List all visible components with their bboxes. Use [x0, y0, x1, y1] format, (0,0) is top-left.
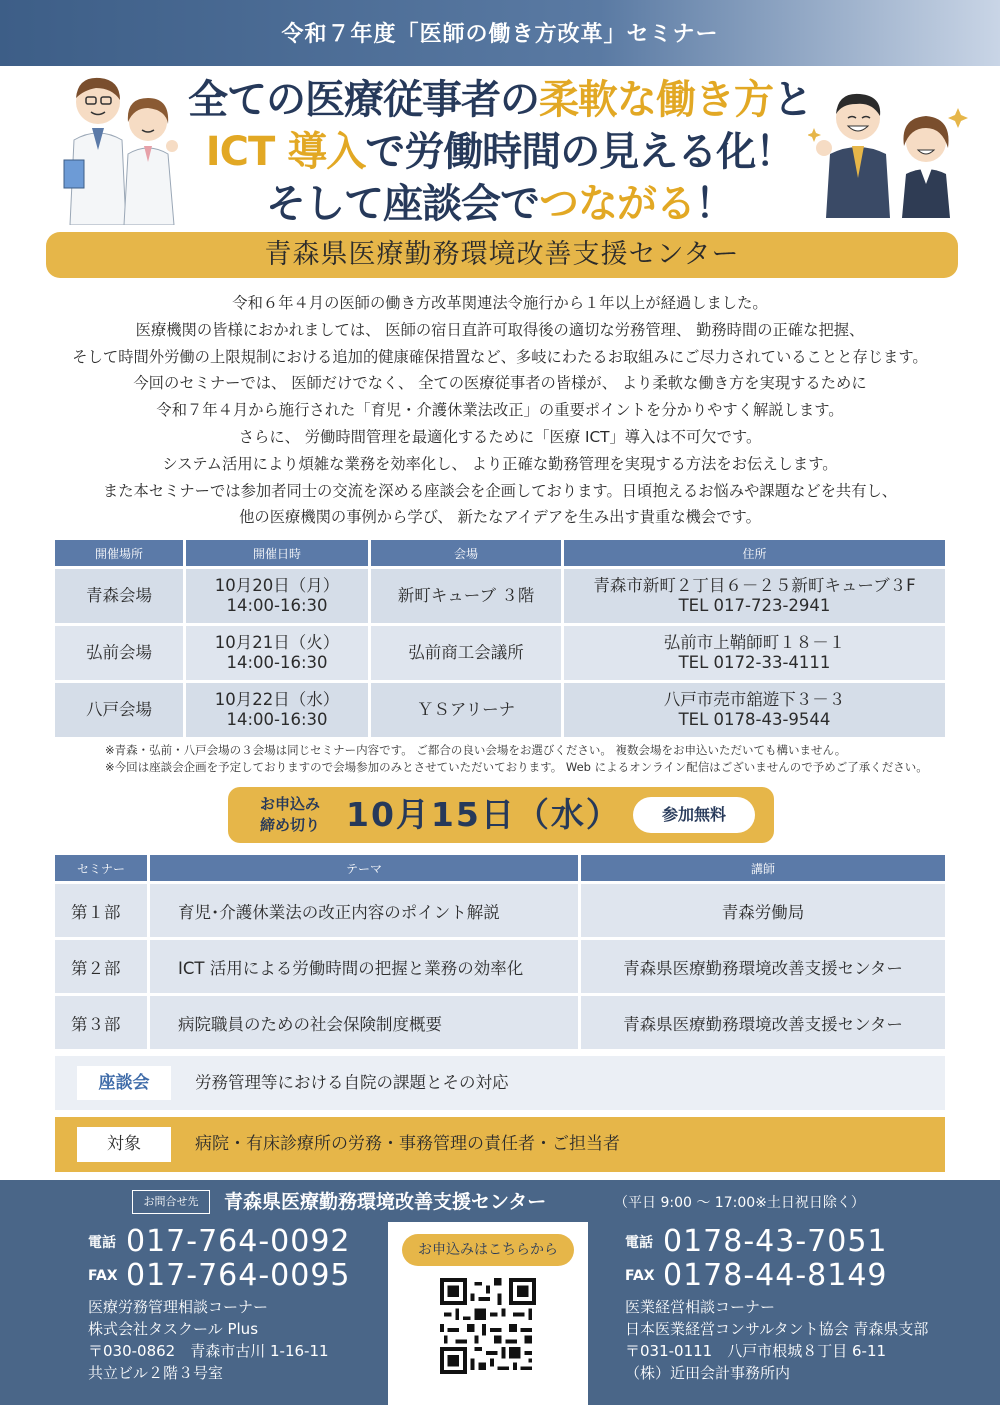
- column-header: 講師: [581, 855, 945, 881]
- seminar-table-header: [55, 855, 945, 881]
- seminar-title-bar: [0, 0, 1000, 66]
- seminar-part: 第２部: [55, 940, 147, 993]
- phone-row: [625, 1224, 928, 1258]
- venue-address: [564, 569, 945, 623]
- venue-tel: TEL 017-723-2941: [678, 596, 831, 615]
- venue-time: 14:00-16:30: [226, 710, 328, 729]
- deadline-label: [260, 794, 320, 836]
- venue-date: 10月20日（月）: [214, 576, 340, 595]
- column-header: テーマ: [150, 855, 578, 881]
- headline-text: と: [773, 77, 812, 123]
- target-audience-row: [55, 1117, 945, 1172]
- venue-addr: 弘前市上鞘師町１８－１: [663, 633, 846, 652]
- apply-panel: [388, 1222, 588, 1405]
- doctor-illustration-icon: [56, 70, 181, 225]
- table-row: [55, 884, 945, 937]
- fax-number: 017-764-0095: [126, 1258, 351, 1293]
- intro-line: 令和７年４月から施行された「育児・介護休業法改正」の重要ポイントを分かりやすく解説します。: [156, 401, 844, 420]
- apply-button[interactable]: お申込みはこちらから: [402, 1234, 574, 1266]
- contact-address: [88, 1296, 351, 1384]
- venue-datetime: [186, 569, 368, 623]
- intro-line: また本セミナーでは参加者同士の交流を深める座談会を企画しております。日頃抱えるお悩みや課題などを共有し、: [102, 481, 898, 500]
- address-line: 日本医業経営コンサルタント協会 青森県支部: [625, 1320, 929, 1338]
- fax-row: [625, 1258, 928, 1292]
- headline-text: で労働時間の見える化！: [365, 129, 795, 175]
- venue-tel: TEL 0172-33-4111: [678, 653, 831, 672]
- address-line: 共立ビル２階３号室: [88, 1364, 224, 1382]
- seminar-lecturer: 青森県医療勤務環境改善支援センター: [581, 996, 945, 1049]
- seminar-theme: ICT 活用による労働時間の把握と業務の効率化: [150, 940, 578, 993]
- venue-date: 10月21日（火）: [214, 633, 340, 652]
- contact-address: [625, 1296, 928, 1384]
- target-tag: 対象: [77, 1127, 171, 1162]
- seminar-lecturer: 青森県医療勤務環境改善支援センター: [581, 940, 945, 993]
- headline: [180, 74, 820, 230]
- headline-line-1: [180, 74, 820, 126]
- fax-row: [88, 1258, 351, 1292]
- venue-hall: 弘前商工会議所: [371, 626, 561, 680]
- headline-highlight: 柔軟な働き方: [539, 77, 773, 123]
- phone-label: 電話: [88, 1234, 116, 1251]
- venue-place: 弘前会場: [55, 626, 183, 680]
- roundtable-row: [55, 1056, 945, 1110]
- headline-highlight: ICT 導入: [205, 129, 366, 175]
- fax-label: FAX: [625, 1267, 655, 1284]
- office-hours: （平日 9:00 ～ 17:00※土日祝日除く）: [614, 1195, 865, 1211]
- venue-table: [52, 537, 948, 740]
- venue-place: 青森会場: [55, 569, 183, 623]
- free-admission-badge: 参加無料: [633, 797, 755, 833]
- address-line: 〒030-0862 青森市古川 1-16-11: [88, 1342, 329, 1360]
- phone-number[interactable]: 0178-43-7051: [663, 1224, 888, 1259]
- column-header: 開催場所: [55, 540, 183, 566]
- phone-row: [88, 1224, 351, 1258]
- venue-hall: ＹＳアリーナ: [371, 683, 561, 737]
- deadline-date: 10月15日（水）: [346, 795, 621, 834]
- target-text: 病院・有床診療所の労務・事務管理の責任者・ご担当者: [195, 1134, 620, 1154]
- seminar-lecturer: 青森労働局: [581, 884, 945, 937]
- fax-number: 0178-44-8149: [663, 1258, 888, 1293]
- column-header: 会場: [371, 540, 561, 566]
- venue-addr: 青森市新町２丁目６－２５新町キューブ３F: [593, 576, 916, 595]
- address-line: 〒031-0111 八戸市根城８丁目 6-11: [625, 1342, 887, 1360]
- headline-text: そして座談会で: [266, 181, 539, 227]
- phone-number[interactable]: 017-764-0092: [126, 1224, 351, 1259]
- venue-time: 14:00-16:30: [226, 596, 328, 615]
- venue-date: 10月22日（水）: [214, 690, 340, 709]
- phone-label: 電話: [625, 1234, 653, 1251]
- table-row: [55, 683, 945, 737]
- address-line: （株）近田会計事務所内: [625, 1364, 791, 1382]
- intro-line: システム活用により煩雑な業務を効率化し、 より正確な勤務管理を実現する方法をお伝えします。: [162, 454, 838, 473]
- contact-right: [625, 1224, 928, 1384]
- venue-table-header: [55, 540, 945, 566]
- roundtable-text: 労務管理等における自院の課題とその対応: [195, 1073, 509, 1092]
- seminar-part: 第１部: [55, 884, 147, 937]
- deadline-banner: [228, 787, 774, 843]
- headline-highlight: つながる: [539, 181, 695, 227]
- contact-left: [88, 1224, 351, 1384]
- note-line: ※今回は座談会企画を予定しておりますので会場参加のみとさせていただいております。 Web によるオンライン配信はございませんので予めご了承ください。: [105, 760, 928, 774]
- seminar-table: [52, 852, 948, 1052]
- venue-address: [564, 683, 945, 737]
- venue-notes: [105, 742, 985, 776]
- table-row: [55, 996, 945, 1049]
- intro-text: [30, 290, 970, 531]
- headline-line-2: [180, 126, 820, 178]
- seminar-theme: 病院職員のための社会保険制度概要: [150, 996, 578, 1049]
- address-line: 株式会社タスクール Plus: [88, 1320, 259, 1338]
- fax-label: FAX: [88, 1267, 118, 1284]
- venue-addr: 八戸市売市舘遊下３－３: [663, 690, 846, 709]
- qr-code-icon[interactable]: [440, 1278, 536, 1374]
- intro-line: 令和６年４月の医師の働き方改革関連法令施行から１年以上が経過しました。: [232, 294, 768, 312]
- column-header: 開催日時: [186, 540, 368, 566]
- address-line: 医療労務管理相談コーナー: [88, 1298, 269, 1316]
- headline-text: ！: [695, 181, 734, 227]
- table-row: [55, 626, 945, 680]
- table-row: [55, 940, 945, 993]
- column-header: 住所: [564, 540, 945, 566]
- deadline-label-line: お申込み: [260, 795, 321, 813]
- venue-tel: TEL 0178-43-9544: [678, 710, 831, 729]
- column-header: セミナー: [55, 855, 147, 881]
- address-line: 医業経営相談コーナー: [625, 1298, 776, 1316]
- headline-text: 全ての医療従事者の: [188, 77, 539, 123]
- note-line: ※青森・弘前・八戸会場の３会場は同じセミナー内容です。 ご都合の良い会場をお選びください。 複数会場をお申込いただいても構いません。: [105, 743, 847, 757]
- deadline-label-line: 締め切り: [260, 816, 321, 834]
- venue-datetime: [186, 626, 368, 680]
- venue-time: 14:00-16:30: [226, 653, 328, 672]
- intro-line: 今回のセミナーでは、 医師だけでなく、 全ての医療従事者の皆様が、 より柔軟な働き方を実現するために: [133, 374, 867, 393]
- venue-place: 八戸会場: [55, 683, 183, 737]
- intro-line: そして時間外労働の上限規制における追加的健康確保措置など、多岐にわたるお取組みにご尽力されていることと存じます。: [72, 347, 928, 366]
- intro-line: 医療機関の皆様におかれましては、 医師の宿日直許可取得後の適切な労務管理、 勤務時間の正確な把握、: [135, 320, 865, 339]
- venue-address: [564, 626, 945, 680]
- footer-org-name: 青森県医療勤務環境改善支援センター: [224, 1191, 547, 1213]
- roundtable-tag: 座談会: [77, 1066, 171, 1100]
- venue-datetime: [186, 683, 368, 737]
- contact-tag: お問合せ先: [132, 1190, 210, 1214]
- org-banner-text: 青森県医療勤務環境改善支援センター: [264, 239, 740, 270]
- intro-line: 他の医療機関の事例から学び、 新たなアイデアを生み出す貴重な機会です。: [239, 508, 761, 527]
- seminar-title: 令和７年度「医師の働き方改革」セミナー: [281, 22, 719, 47]
- table-row: [55, 569, 945, 623]
- seminar-part: 第３部: [55, 996, 147, 1049]
- intro-line: さらに、 労働時間管理を最適化するために「医療 ICT」導入は不可欠です。: [238, 427, 762, 446]
- org-banner: [46, 232, 958, 278]
- seminar-theme: 育児･介護休業法の改正内容のポイント解説: [150, 884, 578, 937]
- venue-hall: 新町キューブ ３階: [371, 569, 561, 623]
- office-workers-illustration-icon: [808, 88, 968, 218]
- headline-line-3: [180, 178, 820, 230]
